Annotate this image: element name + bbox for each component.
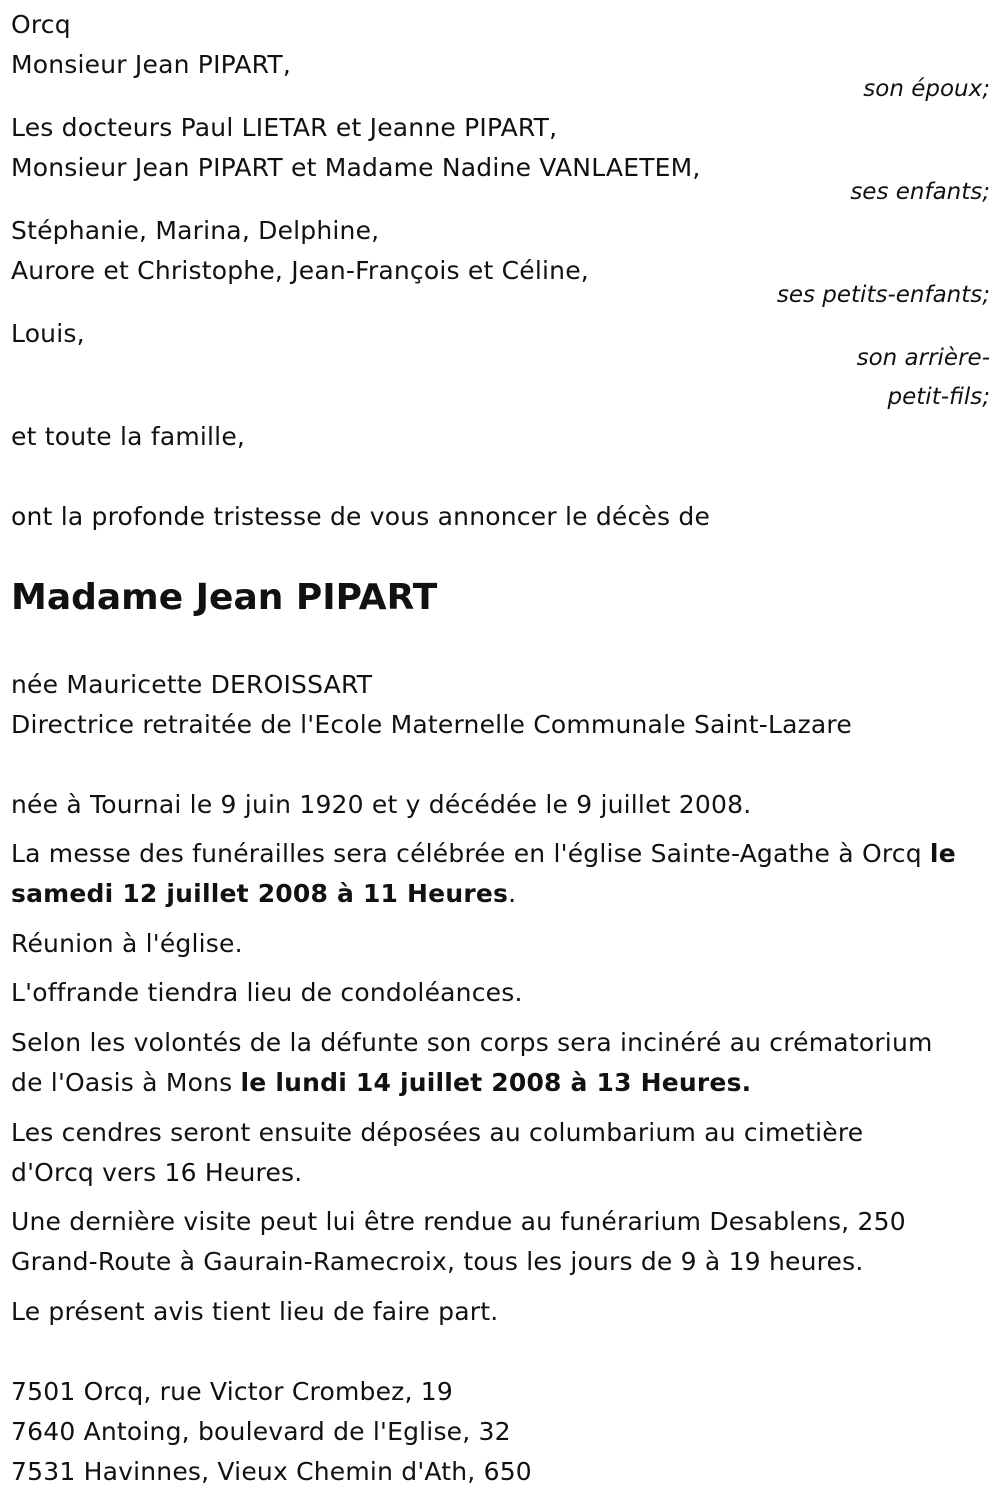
grandchildren-line-2: Aurore et Christophe, Jean-François et Céline, [11,256,589,285]
grandchildren-line-1: Stéphanie, Marina, Delphine, [11,216,380,245]
visit-line-1: Une dernière visite peut lui être rendue au funérarium Desablens, 250 [11,1207,906,1236]
offering: L'offrande tiendra lieu de condoléances. [11,978,523,1007]
occupation: Directrice retraitée de l'Ecole Maternelle Communale Saint-Lazare [11,710,852,739]
great-grandchild: Louis, [11,319,85,348]
great-grandchild-relation-1: son arrière- [856,345,990,371]
born-name: née Mauricette DEROISSART [11,670,373,699]
spouse-relation: son époux; [863,76,990,102]
children-line-1: Les docteurs Paul LIETAR et Jeanne PIPART, [11,113,558,142]
spouse-name: Monsieur Jean PIPART, [11,50,291,79]
address-2: 7640 Antoing, boulevard de l'Eglise, 32 [11,1417,511,1446]
great-grandchild-relation-2: petit-fils; [887,384,990,410]
ashes-line-1: Les cendres seront ensuite déposées au columbarium au cimetière [11,1118,864,1147]
mass-line-2: samedi 12 juillet 2008 à 11 Heures. [11,879,517,908]
cremation-line-2: de l'Oasis à Mons le lundi 14 juillet 2008 à 13 Heures. [11,1068,752,1097]
address-3: 7531 Havinnes, Vieux Chemin d'Ath, 650 [11,1457,532,1486]
notice: Le présent avis tient lieu de faire part. [11,1297,499,1326]
children-line-2: Monsieur Jean PIPART et Madame Nadine VANLAETEM, [11,153,701,182]
grandchildren-relation: ses petits-enfants; [776,282,990,308]
deceased-name: Madame Jean PIPART [11,577,438,618]
birth-death: née à Tournai le 9 juin 1920 et y décédée le 9 juillet 2008. [11,790,752,819]
meeting: Réunion à l'église. [11,929,243,958]
children-relation: ses enfants; [850,179,990,205]
place: Orcq [11,10,71,39]
announcement: ont la profonde tristesse de vous annoncer le décès de [11,502,711,531]
cremation-line-1: Selon les volontés de la défunte son corps sera incinéré au crématorium [11,1028,933,1057]
ashes-line-2: d'Orcq vers 16 Heures. [11,1158,303,1187]
mass-line-1: La messe des funérailles sera célébrée en l'église Sainte-Agathe à Orcq le [11,839,956,868]
address-1: 7501 Orcq, rue Victor Crombez, 19 [11,1377,454,1406]
family: et toute la famille, [11,422,246,451]
visit-line-2: Grand-Route à Gaurain-Ramecroix, tous les jours de 9 à 19 heures. [11,1247,864,1276]
